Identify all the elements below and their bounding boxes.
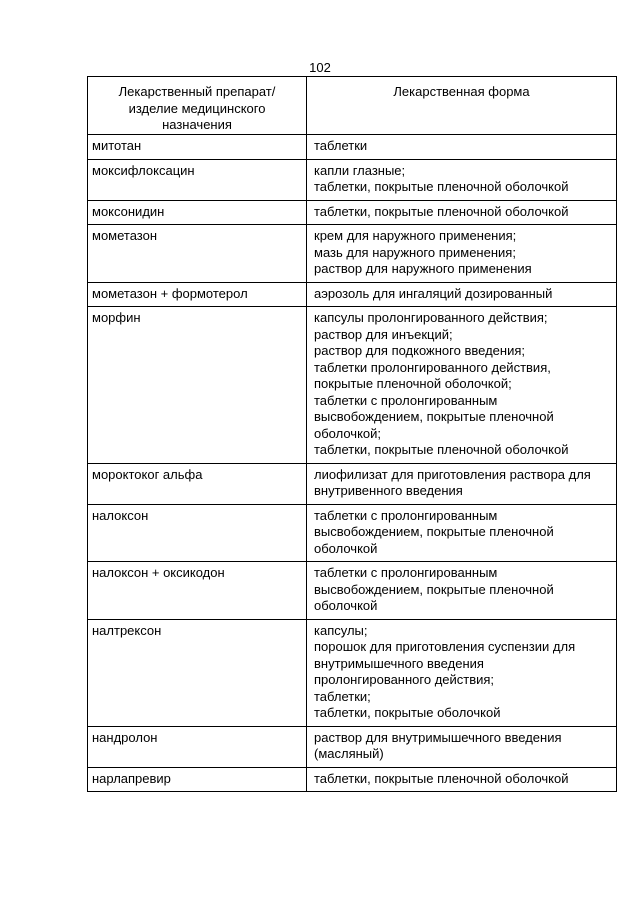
dosage-form-line: порошок для приготовления суспензии для bbox=[314, 639, 576, 654]
drug-name-cell: митотан bbox=[88, 135, 307, 160]
dosage-form-line: таблетки, покрытые оболочкой bbox=[314, 705, 501, 720]
dosage-form-line: внутривенного введения bbox=[314, 483, 463, 498]
dosage-form-cell bbox=[307, 767, 617, 792]
page-number: 102 bbox=[309, 60, 331, 75]
drug-name-cell: нарлапревир bbox=[88, 767, 307, 792]
header-drug: Лекарственный препарат/ изделие медицинского назначения bbox=[88, 77, 307, 135]
dosage-form-line: высвобождением, покрытые пленочной bbox=[314, 409, 554, 424]
dosage-form-line: высвобождением, покрытые пленочной bbox=[314, 524, 554, 539]
drug-name-cell: моксифлоксацин bbox=[88, 159, 307, 200]
dosage-form-line: оболочкой bbox=[314, 598, 378, 613]
dosage-form-cell bbox=[307, 159, 617, 200]
dosage-form-cell bbox=[307, 619, 617, 726]
dosage-form-line: таблетки пролонгированного действия, bbox=[314, 359, 551, 375]
dosage-form-line: мазь для наружного применения; bbox=[314, 244, 516, 260]
dosage-form-cell bbox=[307, 463, 617, 504]
dosage-form-line: капсулы пролонгированного действия; bbox=[314, 310, 548, 325]
drug-name-cell: моксонидин bbox=[88, 200, 307, 225]
dosage-form-line: капли глазные; bbox=[314, 162, 406, 178]
dosage-form-line: таблетки, покрытые пленочной оболочкой bbox=[314, 442, 569, 457]
drug-name-cell: мометазон bbox=[88, 225, 307, 283]
table-header-row bbox=[88, 77, 617, 135]
drug-name-cell: налоксон + оксикодон bbox=[88, 562, 307, 620]
table-row bbox=[88, 159, 617, 200]
dosage-form-line: таблетки, покрытые пленочной оболочкой bbox=[314, 179, 569, 194]
drug-name-cell: мороктоког альфа bbox=[88, 463, 307, 504]
dosage-form-cell bbox=[307, 726, 617, 767]
dosage-form-cell bbox=[307, 307, 617, 464]
dosage-form-line: лиофилизат для приготовления раствора для bbox=[314, 466, 591, 482]
table-row bbox=[88, 726, 617, 767]
table-row bbox=[88, 504, 617, 562]
dosage-form-line: внутримышечного введения bbox=[314, 655, 484, 671]
table-row bbox=[88, 135, 617, 160]
dosage-form-line: капсулы; bbox=[314, 622, 368, 638]
dosage-form-line: оболочкой; bbox=[314, 425, 382, 441]
table-row bbox=[88, 225, 617, 283]
dosage-form-line: таблетки, покрытые пленочной оболочкой bbox=[314, 770, 569, 786]
table-row bbox=[88, 463, 617, 504]
dosage-form-line: таблетки, покрытые пленочной оболочкой bbox=[314, 203, 569, 219]
dosage-form-cell bbox=[307, 504, 617, 562]
drug-name-cell: мометазон + формотерол bbox=[88, 282, 307, 307]
table-row bbox=[88, 307, 617, 464]
dosage-form-cell bbox=[307, 135, 617, 160]
dosage-form-line: раствор для наружного применения bbox=[314, 261, 532, 276]
table-body bbox=[88, 135, 617, 792]
dosage-form-line: таблетки с пролонгированным bbox=[314, 507, 498, 523]
drug-name-cell: налтрексон bbox=[88, 619, 307, 726]
dosage-form-line: таблетки bbox=[314, 138, 368, 153]
dosage-form-line: раствор для инъекций; bbox=[314, 326, 453, 342]
table-row bbox=[88, 619, 617, 726]
dosage-form-cell bbox=[307, 562, 617, 620]
drug-name-cell: налоксон bbox=[88, 504, 307, 562]
drug-name-cell: морфин bbox=[88, 307, 307, 464]
header-form: Лекарственная форма bbox=[307, 77, 617, 135]
dosage-form-line: таблетки; bbox=[314, 688, 371, 704]
dosage-form-cell bbox=[307, 225, 617, 283]
dosage-form-line: раствор для внутримышечного введения bbox=[314, 729, 562, 745]
drug-name-cell: нандролон bbox=[88, 726, 307, 767]
drug-table bbox=[87, 76, 617, 792]
table-row bbox=[88, 767, 617, 792]
dosage-form-line: пролонгированного действия; bbox=[314, 672, 495, 687]
table-row bbox=[88, 200, 617, 225]
dosage-form-line: оболочкой bbox=[314, 540, 378, 556]
dosage-form-line: аэрозоль для ингаляций дозированный bbox=[314, 285, 553, 301]
dosage-form-line: раствор для подкожного введения; bbox=[314, 343, 525, 358]
dosage-form-line: таблетки с пролонгированным bbox=[314, 565, 498, 580]
table-row bbox=[88, 282, 617, 307]
dosage-form-line: таблетки с пролонгированным bbox=[314, 392, 498, 408]
dosage-form-line: покрытые пленочной оболочкой; bbox=[314, 376, 512, 391]
dosage-form-cell bbox=[307, 200, 617, 225]
dosage-form-line: высвобождением, покрытые пленочной bbox=[314, 581, 554, 597]
dosage-form-cell bbox=[307, 282, 617, 307]
dosage-form-line: крем для наружного применения; bbox=[314, 228, 517, 243]
dosage-form-line: (масляный) bbox=[314, 746, 384, 761]
table-row bbox=[88, 562, 617, 620]
